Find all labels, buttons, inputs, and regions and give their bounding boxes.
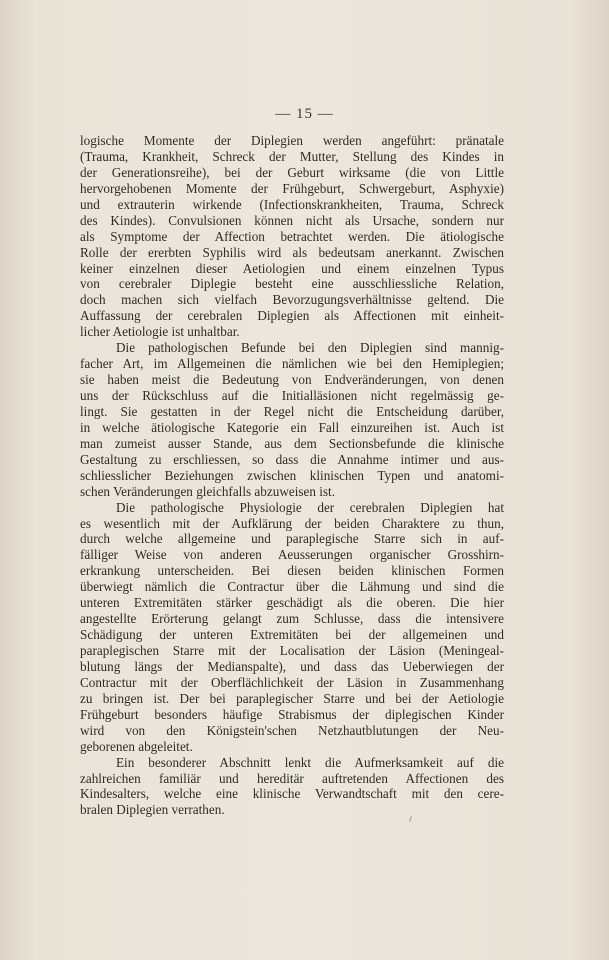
text-line: fälliger Weise von anderen Aeusserungen organischer Grosshirn-: [80, 547, 504, 563]
text-line: doch machen sich vielfach Bevorzugungsverhältnisse geltend. Die: [80, 292, 504, 308]
text-line: schliesslicher Beziehungen zwischen klinischen Typen und anatomi-: [80, 467, 504, 483]
text-line: uns der Rückschluss auf die Initialläsionen nicht regelmässig ge-: [80, 388, 504, 403]
text-line: und extrauterin wirkende (Infectionskrankheiten, Trauma, Schreck: [80, 196, 504, 212]
text-line: Gestaltung zu erschliessen, so dass die Annahme intimer und aus-: [80, 451, 504, 467]
text-line: geborenen abgeleitet.: [80, 738, 193, 754]
text-line: zahlreichen familiär und hereditär auftretenden Affectionen des: [80, 770, 504, 786]
text-line: als Symptome der Affection betrachtet werden. Die ätiologische: [80, 228, 504, 244]
text-line: Frühgeburt besonders häufige Strabismus der diplegischen Kinder: [80, 706, 504, 722]
text-line: Rolle der ererbten Syphilis wird als bedeutsam anerkannt. Zwischen: [80, 244, 504, 260]
text-line: blutung längs der Medianspalte), und dass das Ueberwiegen der: [80, 658, 504, 674]
text-line: es wesentlich mit der Aufklärung der beiden Charaktere zu thun,: [80, 515, 504, 531]
text-line: unteren Extremitäten stärker geschädigt als die oberen. Die hier: [80, 595, 504, 611]
text-line: keiner einzelnen dieser Aetiologien und einem einzelnen Typus: [80, 260, 504, 276]
text-line: Contractur mit der Oberflächlichkeit der Läsion in Zusammenhang: [80, 674, 504, 690]
text-line: man zumeist ausser Stande, aus dem Sectionsbefunde die klinische: [80, 435, 504, 451]
text-line: facher Art, im Allgemeinen die nämlichen wie bei den Hemiplegien;: [80, 356, 504, 372]
text-line: durch welche allgemeine und paraplegische Starre sich in auf-: [80, 531, 504, 547]
text-line: hervorgehobenen Momente der Frühgeburt, Schwergeburt, Asphyxie): [80, 180, 504, 196]
text-line: Ein besonderer Abschnitt lenkt die Aufmerksamkeit auf die: [116, 754, 504, 770]
text-line: Schädigung der unteren Extremitäten bei der allgemeinen und: [80, 627, 504, 643]
text-line: von cerebraler Diplegie besteht eine ausschliessliche Relation,: [80, 276, 504, 292]
text-line: paraplegischen Starre mit der Localisation der Läsion (Meningeal-: [80, 643, 504, 658]
text-line: licher Aetiologie ist unhaltbar.: [80, 324, 240, 340]
text-line: wird von den Königstein'schen Netzhautblutungen der Neu-: [80, 722, 504, 738]
text-line: lingt. Sie gestatten in der Regel nicht die Entscheidung darüber,: [80, 403, 504, 419]
text-line: (Trauma, Krankheit, Schreck der Mutter, Stellung des Kindes in: [80, 148, 504, 164]
text-line: in welche ätiologische Kategorie ein Fall einzureihen ist. Auch ist: [80, 419, 504, 435]
text-line: schen Veränderungen gleichfalls abzuweisen ist.: [80, 483, 335, 499]
text-line: Die pathologische Physiologie der cerebralen Diplegien hat: [116, 499, 504, 515]
text-line: überwiegt nämlich die Contractur über die Lähmung und sind die: [80, 579, 504, 595]
body-text: [80, 133, 504, 818]
page-number: — 15 —: [275, 106, 334, 122]
text-line: logische Momente der Diplegien werden angeführt: pränatale: [80, 133, 504, 148]
text-line: bralen Diplegien verrathen.: [80, 802, 225, 818]
text-line: der Generationsreihe), bei der Geburt wirksame (die von Little: [80, 164, 504, 180]
text-line: Auffassung der cerebralen Diplegien als Affectionen mit einheit-: [80, 308, 504, 324]
stray-ink-mark: [409, 816, 412, 822]
text-line: des Kindes). Convulsionen können nicht als Ursache, sondern nur: [80, 212, 504, 228]
text-line: Die pathologischen Befunde bei den Diplegien sind mannig-: [116, 340, 504, 356]
text-line: sie haben meist die Bedeutung von Endveränderungen, von denen: [80, 372, 504, 388]
text-line: angestellte Erörterung gelangt zum Schlusse, dass die intensivere: [80, 611, 504, 627]
text-line: Kindesalters, welche eine klinische Verwandtschaft mit den cere-: [80, 786, 504, 802]
text-line: erkrankung unterscheiden. Bei diesen beiden klinischen Formen: [80, 563, 504, 579]
text-line: zu bringen ist. Der bei paraplegischer Starre und bei der Aetiologie: [80, 690, 504, 706]
